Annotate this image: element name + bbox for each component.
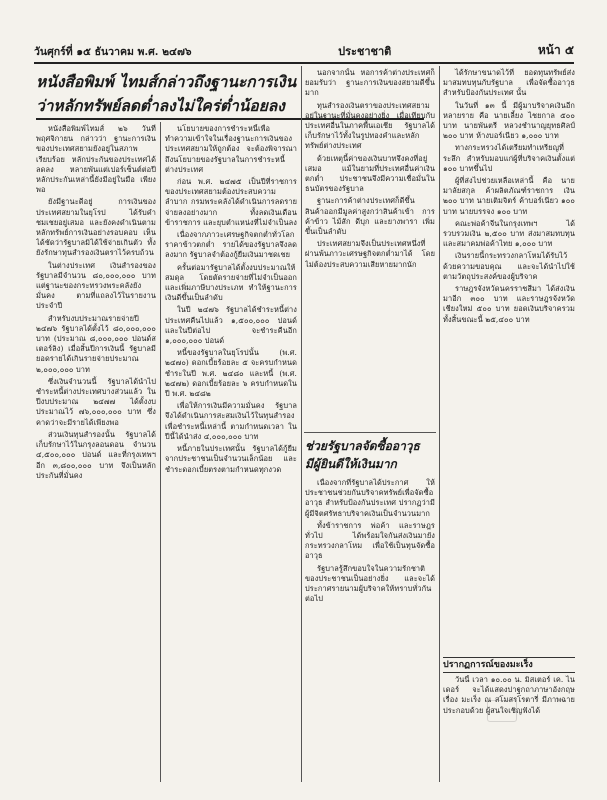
paragraph: ยังมีฐานะดีอยู่ การเงินของประเทศสยามในยุโรป ได้รับคำชมเชยอยู่เสมอ และยังคงดำเนินตามหลักทรัพย์การเงินอย่างรอบคอบ เห็นได้ชัดว่ารัฐบาลมิได้ใช้จ่ายเกินตัว ทั้งยังรักษาทุนสำรองเงินตราไว้ครบถ้วน bbox=[36, 197, 156, 258]
paragraph: เพื่อให้การเงินมีความมั่นคง รัฐบาลจึงได้ดำเนินการสะสมเงินไว้ในทุนสำรองเพื่อชำระหนี้เหล่านี้ ตามกำหนดเวลา ในปีนี้ได้นำส่ง ๔,๐๐๐,๐๐๐ บาท bbox=[165, 401, 297, 441]
headline-line-1: หนังสือพิมพ์ ไทมส์กล่าวถึงฐานะการเงิน bbox=[36, 73, 297, 91]
masthead-rule bbox=[34, 62, 574, 64]
paragraph: ราษฎรจังหวัดนครราชสีมา ได้ส่งเงินมาอีก ๓๐๐ บาท และราษฎรจังหวัดเชียงใหม่ ๕๐๐ บาท ยอดเงินบริจาครวมทั้งสิ้นขณะนี้ ๒๕,๔๐๐ บาท bbox=[443, 284, 575, 324]
paragraph: ซึ่งเงินจำนวนนี้ รัฐบาลได้นำไปชำระหนี้ต่างประเทศบางส่วนแล้ว ในปีงบประมาณ ๒๔๗๗ ได้ตั้งงบประมาณไว้ ๗๖,๐๐๐,๐๐๐ บาท ซึ่งคาดว่าจะมีรายได้เพียงพอ bbox=[36, 376, 156, 427]
article-column-3 bbox=[305, 68, 435, 428]
arms-donation-article bbox=[305, 478, 435, 780]
paragraph: นอกจากนั้น หอการค้าต่างประเทศก็ยอมรับว่า ฐานะการเงินของสยามดีขึ้นมาก bbox=[305, 68, 435, 98]
section-divider bbox=[304, 432, 436, 433]
paragraph: ฐานะการค้าต่างประเทศก็ดีขึ้น สินค้าออกมีมูลค่าสูงกว่าสินค้าเข้า การค้าข้าว ไม้สัก ดีบุก และยางพารา เพิ่มขึ้นเป็นลำดับ bbox=[305, 196, 435, 237]
article-column-1 bbox=[36, 124, 156, 780]
paragraph: ประเทศสยามจึงเป็นประเทศหนึ่งที่ผ่านพ้นภาวะเศรษฐกิจตกต่ำมาได้ โดยไม่ต้องประสบความเสียหายมากนัก bbox=[305, 239, 435, 269]
paragraph: ทางกระทรวงได้เตรียมทำเหรียญที่ระลึก สำหรับมอบแก่ผู้ที่บริจาคเงินตั้งแต่ ๑๐๐ บาทขึ้นไป bbox=[443, 143, 575, 173]
paragraph: คณะพ่อค้าจีนในกรุงเทพฯ ได้รวบรวมเงิน ๒,๕๐๐ บาท ส่งมาสมทบทุน และสมาคมพ่อค้าไทย ๑,๐๐๐ บาท bbox=[443, 218, 575, 249]
issue-date: วันศุกร์ที่ ๑๕ ธันวาคม พ.ศ. ๒๔๗๖ bbox=[34, 46, 192, 58]
paragraph: ในต่างประเทศ เงินสำรองของรัฐบาลมีจำนวน ๘๐,๐๐๐,๐๐๐ บาท แต่ฐานะของกระทรวงพระคลังยังมั่นคง ตามที่แถลงไว้ในรายงานประจำปี bbox=[36, 260, 156, 311]
column-divider bbox=[301, 66, 302, 782]
paragraph: ในปี ๒๔๗๖ รัฐบาลได้ชำระหนี้ต่างประเทศคืนไปแล้ว ๑,๕๐๐,๐๐๐ ปอนด์ และในปีต่อไป จะชำระคืนอีก ๑,๐๐๐,๐๐๐ ปอนด์ bbox=[165, 305, 297, 346]
paragraph: ทั้งข้าราชการ พ่อค้า และราษฎรทั่วไป ได้พร้อมใจกันส่งเงินมายังกระทรวงกลาโหม เพื่อใช้เป็นทุนจัดซื้ออาวุธ bbox=[305, 520, 435, 561]
column-divider bbox=[439, 66, 440, 782]
column-divider bbox=[160, 122, 161, 782]
newspaper-name: ประชาชาติ bbox=[338, 45, 392, 58]
lecture-notice bbox=[443, 675, 575, 780]
arms-donation-headline bbox=[305, 437, 435, 473]
paragraph: นโยบายของการชำระหนี้เพื่อทำความเข้าใจในเรื่องฐานะการเงินของประเทศสยามให้ถูกต้อง จะต้องพิจารณาถึงนโยบายของรัฐบาลในการชำระหนี้ต่างประเทศ bbox=[165, 124, 297, 174]
paragraph: ในวันที่ ๑๓ นี้ มีผู้มาบริจาคเงินอีกหลายราย คือ นายเลี้ยง ไชยกาล ๕๐๐ บาท นายพันตรี หลวงชำนาญยุทธศิลป์ ๒๐๐ บาท ห้างบอร์เนียว ๑,๐๐๐ บาท bbox=[443, 100, 575, 141]
donation-list-column bbox=[443, 68, 575, 652]
paragraph: ผู้ที่ส่งไปช่วยเหลือเหล่านี้ คือ นายมาลัยสกุล ค้าผลิตภัณฑ์ราชการ เงิน ๒๐๐ บาท นายเติมจิตร์ ค้าบอร์เนียว ๑๐๐ บาท นายบรรจง ๑๐๐ บาท bbox=[443, 176, 575, 216]
paragraph: ได้รักษาขนาดไว้ที่ ยอดทุนทรัพย์ส่งมาสมทบทุนกับรัฐบาล เพื่อจัดซื้ออาวุธ สำหรับป้องกันประเทศ นั้น bbox=[443, 68, 575, 98]
page-number: หน้า ๕ bbox=[537, 43, 574, 57]
article-column-2 bbox=[165, 124, 297, 780]
library-stamp bbox=[487, 700, 517, 722]
paragraph: ด้วยเหตุนี้ค่าของเงินบาทจึงคงที่อยู่เสมอ แม้ในยามที่ประเทศอื่นค่าเงินตกต่ำ ประชาชนจึงมีความเชื่อมั่นในธนบัตรของรัฐบาล bbox=[305, 153, 435, 194]
paragraph: เนื่องจากที่รัฐบาลได้ประกาศ ให้ประชาชนช่วยกันบริจาคทรัพย์เพื่อจัดซื้ออาวุธ สำหรับป้องกันประเทศ ปรากฏว่ามีผู้มีจิตศรัทธาบริจาคเงินเป็นจำนวนมาก bbox=[305, 478, 435, 518]
paragraph: รัฐบาลรู้สึกขอบใจในความรักชาติของประชาชนเป็นอย่างยิ่ง และจะได้ประกาศรายนามผู้บริจาคให้ทราบทั่วกันต่อไป bbox=[305, 563, 435, 604]
box-headline-line-1: ช่วยรัฐบาลจัดซื้ออาวุธ bbox=[305, 439, 420, 453]
paragraph: เนื่องจากภาวะเศรษฐกิจตกต่ำทั่วโลก ราคาข้าวตกต่ำ รายได้ของรัฐบาลจึงลดลงมาก รัฐบาลจำต้องกู้ยืมเงินมาชดเชย bbox=[165, 230, 297, 260]
paragraph: ส่วนเงินทุนสำรองนั้น รัฐบาลได้เก็บรักษาไว้ในกรุงลอนดอน จำนวน ๔,๕๐๐,๐๐๐ ปอนด์ และที่กรุงเทพฯ อีก ๓,๘๐๐,๐๐๐ บาท จึงเป็นหลักประกันที่มั่นคง bbox=[36, 429, 156, 480]
paragraph: ครั้นต่อมารัฐบาลได้ตั้งงบประมาณให้สมดุล โดยตัดรายจ่ายที่ไม่จำเป็นออก และเพิ่มภาษีบางประเภท ทำให้ฐานะการเงินดีขึ้นเป็นลำดับ bbox=[165, 262, 297, 303]
paragraph: หนี้ภายในประเทศนั้น รัฐบาลได้กู้ยืมจากประชาชนเป็นจำนวนเล็กน้อย และชำระดอกเบี้ยตรงตามกำหนดทุกงวด bbox=[165, 444, 297, 474]
paragraph: วันนี้ เวลา ๑๐.๐๐ น. มิสเตอร์ เค. ไนเดอร์ จะได้แสดงปาฐกถาภาษาอังกฤษ เรื่อง มะเร็ง ณ สโมสรโรตารี่ มีภาพฉายประกอบด้วย ผู้สนใจเชิญฟังได้ bbox=[443, 675, 575, 715]
paragraph: สำหรับงบประมาณรายจ่ายปี ๒๔๗๖ รัฐบาลได้ตั้งไว้ ๘๐,๐๐๐,๐๐๐ บาท (ประมาณ ๘,๐๐๐,๐๐๐ ปอนด์สเตอร์ลิง) เมื่อสิ้นปีการเงินนี้ รัฐบาลมียอดรายได้เกินรายจ่ายประมาณ ๒,๐๐๐,๐๐๐ บาท bbox=[36, 313, 156, 374]
paragraph: หนี้ของรัฐบาลในยุโรปนั้น (พ.ศ. ๒๔๗๐) ดอกเบี้ยร้อยละ ๕ จะครบกำหนดชำระในปี พ.ศ. ๒๔๘๐ และหนี้ (พ.ศ. ๒๔๗๒) ดอกเบี้ยร้อยละ ๖ ครบกำหนดในปี พ.ศ. ๒๔๘๒ bbox=[165, 348, 297, 399]
paragraph: เงินรายนี้กระทรวงกลาโหมได้รับไว้ด้วยความขอบคุณ และจะได้นำไปใช้ตามวัตถุประสงค์ของผู้บริจาค bbox=[443, 251, 575, 281]
box-headline-line-2: มีผู้ยินดีให้เงินมาก bbox=[305, 457, 397, 471]
paragraph: ทุนสำรองเงินตราของประเทศสยามอยู่ในฐานะที่มั่นคงอย่างยิ่ง เมื่อเทียบกับประเทศอื่นในภาคพื้นเอเชีย รัฐบาลได้เก็บรักษาไว้ทั้งในรูปทองคำและหลักทรัพย์ต่างประเทศ bbox=[305, 100, 435, 151]
headline-line-2: ว่าหลักทรัพย์ลดต่ำลงไม่ใคร่ต่ำน้อยลง bbox=[36, 97, 285, 115]
paragraph: ก่อน พ.ศ. ๒๔๗๕ เป็นปีที่ราชการของประเทศสยามต้องประสบความลำบาก กรมพระคลังได้ดำเนินการลดรายจ่ายลงอย่างมาก ทั้งลดเงินเดือนข้าราชการ และยุบตำแหน่งที่ไม่จำเป็นลง bbox=[165, 177, 297, 227]
notice-headline: ปรากฏการณ์ของมะเร็ง bbox=[443, 657, 575, 673]
paragraph: หนังสือพิมพ์ไทมส์ ๒๖ วันที่ พฤศจิกายน กล่าวว่า ฐานะการเงินของประเทศสยามยังอยู่ในสภาพเรียบร้อย หลักประกันของประเทศได้ลดลง หลายพันแต่เปอร์เซ็นต์ต่อปี หลักประกันเหล่านี้ยังมีอยู่ในมือ เพียงพอ bbox=[36, 124, 156, 195]
masthead bbox=[34, 40, 574, 60]
